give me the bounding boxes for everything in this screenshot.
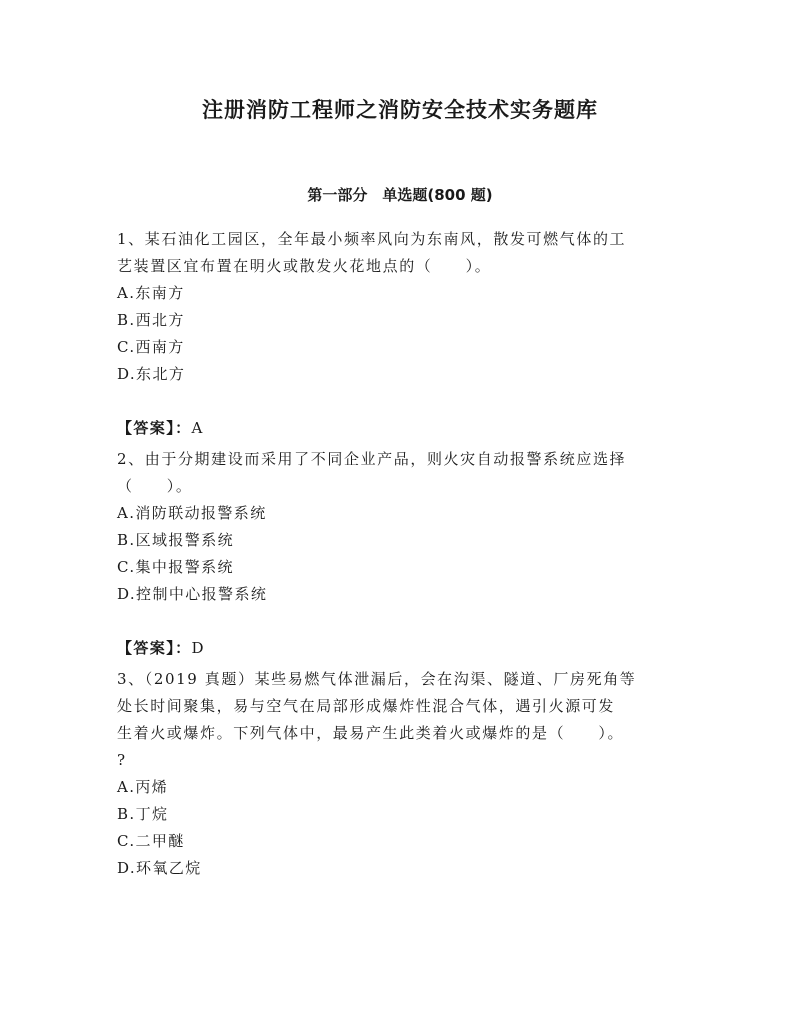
question-item <box>117 666 687 882</box>
question-stem <box>117 446 687 500</box>
option-a: A.丙烯 <box>117 778 169 796</box>
answer-value: A <box>191 419 204 437</box>
question-stem <box>117 666 687 774</box>
answer-label: 【答案】： <box>117 639 192 657</box>
option-b: B.区域报警系统 <box>117 531 234 549</box>
section-title: 第一部分 单选题(800 题) <box>307 186 493 204</box>
question-text-line: 生着火或爆炸。下列气体中，最易产生此类着火或爆炸的是（ ）。 <box>117 724 625 742</box>
answer-value: D <box>191 639 205 657</box>
question-text-line: （ ）。 <box>117 477 193 495</box>
option-b: B.丁烷 <box>117 805 169 823</box>
option-d: D.控制中心报警系统 <box>117 585 268 603</box>
option-a: A.消防联动报警系统 <box>117 504 267 522</box>
answer-line <box>117 415 687 442</box>
question-text-line: ? <box>117 751 127 769</box>
option-a: A.东南方 <box>117 284 185 302</box>
option-c: C.集中报警系统 <box>117 558 234 576</box>
question-text-line: 1、某石油化工园区，全年最小频率风向为东南风，散发可燃气体的工 <box>117 230 627 248</box>
option-b: B.西北方 <box>117 311 185 329</box>
option-d: D.环氧乙烷 <box>117 859 202 877</box>
question-text-line: 艺装置区宜布置在明火或散发火花地点的（ ）。 <box>117 257 492 275</box>
option-d: D.东北方 <box>117 365 186 383</box>
question-text-line: 3、（2019 真题）某些易燃气体泄漏后，会在沟渠、隧道、厂房死角等 <box>117 670 637 688</box>
question-list <box>117 226 687 882</box>
answer-line <box>117 635 687 662</box>
option-c: C.二甲醚 <box>117 832 185 850</box>
question-item <box>117 226 687 442</box>
question-item <box>117 446 687 662</box>
document-title: 注册消防工程师之消防安全技术实务题库 <box>202 98 598 122</box>
question-stem <box>117 226 687 280</box>
question-text-line: 2、由于分期建设而采用了不同企业产品，则火灾自动报警系统应选择 <box>117 450 627 468</box>
question-text-line: 处长时间聚集，易与空气在局部形成爆炸性混合气体，遇引火源可发 <box>117 697 616 715</box>
option-c: C.西南方 <box>117 338 185 356</box>
answer-label: 【答案】： <box>117 419 192 437</box>
